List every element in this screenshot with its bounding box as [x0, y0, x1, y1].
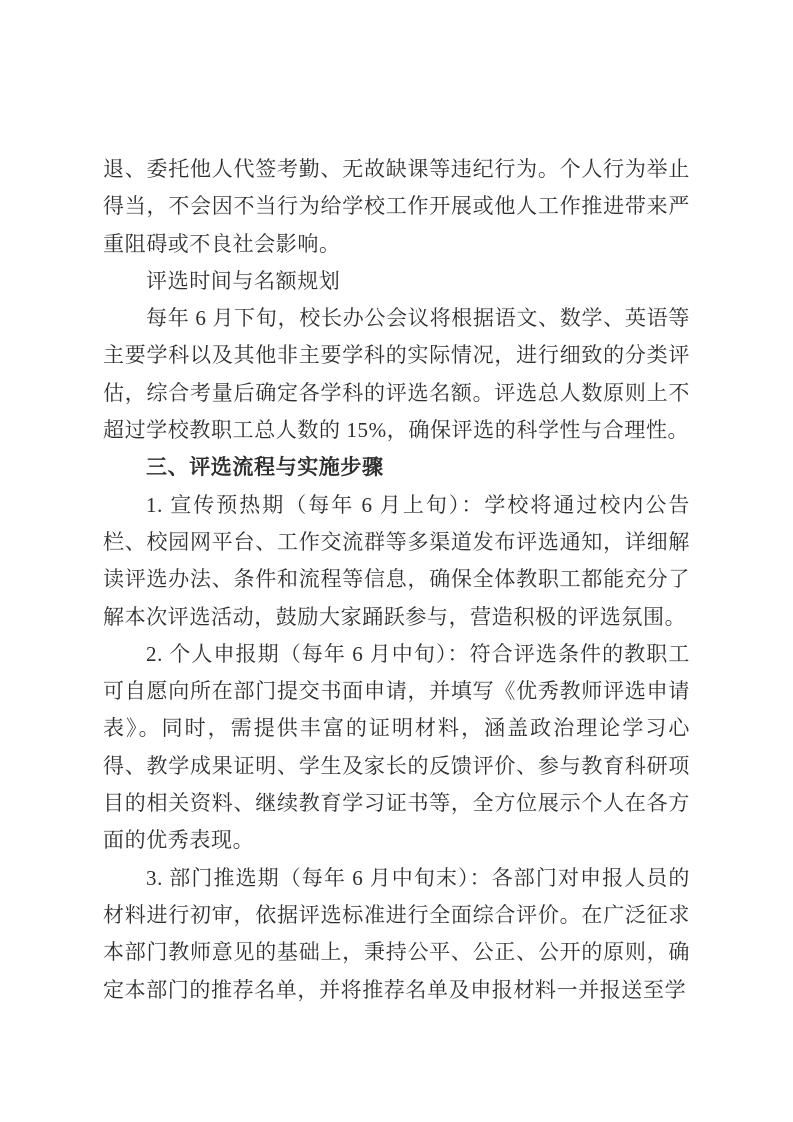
paragraph: 每年 6 月下旬，校长办公会议将根据语文、数学、英语等主要学科以及其他非主要学科的实际情况，进行细致的分类评估，综合考量后确定各学科的评选名额。评选总人数原则上不超过学校教职工总人数的 15%，确保评选的科学性与合理性。	[103, 306, 690, 443]
document-body	[103, 151, 690, 1009]
paragraph: 退、委托他人代签考勤、无故缺课等违纪行为。个人行为举止得当，不会因不当行为给学校工作开展或他人工作推进带来严重阻碍或不良社会影响。	[103, 157, 690, 256]
paragraph: 评选时间与名额规划	[146, 268, 341, 293]
section-heading: 三、评选流程与实施步骤	[146, 455, 384, 480]
paragraph: 3. 部门推选期（每年 6 月中旬末）：各部门对申报人员的材料进行初审，依据评选标准进行全面综合评价。在广泛征求本部门教师意见的基础上，秉持公平、公正、公开的原则，确定本部门的推荐名单，并将推荐名单及申报材料一并报送至学	[103, 865, 690, 1002]
paragraph: 1. 宣传预热期（每年 6 月上旬）：学校将通过校内公告栏、校园网平台、工作交流群等多渠道发布评选通知，详细解读评选办法、条件和流程等信息，确保全体教职工都能充分了解本次评选活动，鼓励大家踊跃参与，营造积极的评选氛围。	[103, 492, 690, 629]
paragraph: 2. 个人申报期（每年 6 月中旬）：符合评选条件的教职工可自愿向所在部门提交书面申请，并填写《优秀教师评选申请表》。同时，需提供丰富的证明材料，涵盖政治理论学习心得、教学成果证明、学生及家长的反馈评价、参与教育科研项目的相关资料、继续教育学习证书等，全方位展示个人在各方面的优秀表现。	[103, 641, 690, 853]
